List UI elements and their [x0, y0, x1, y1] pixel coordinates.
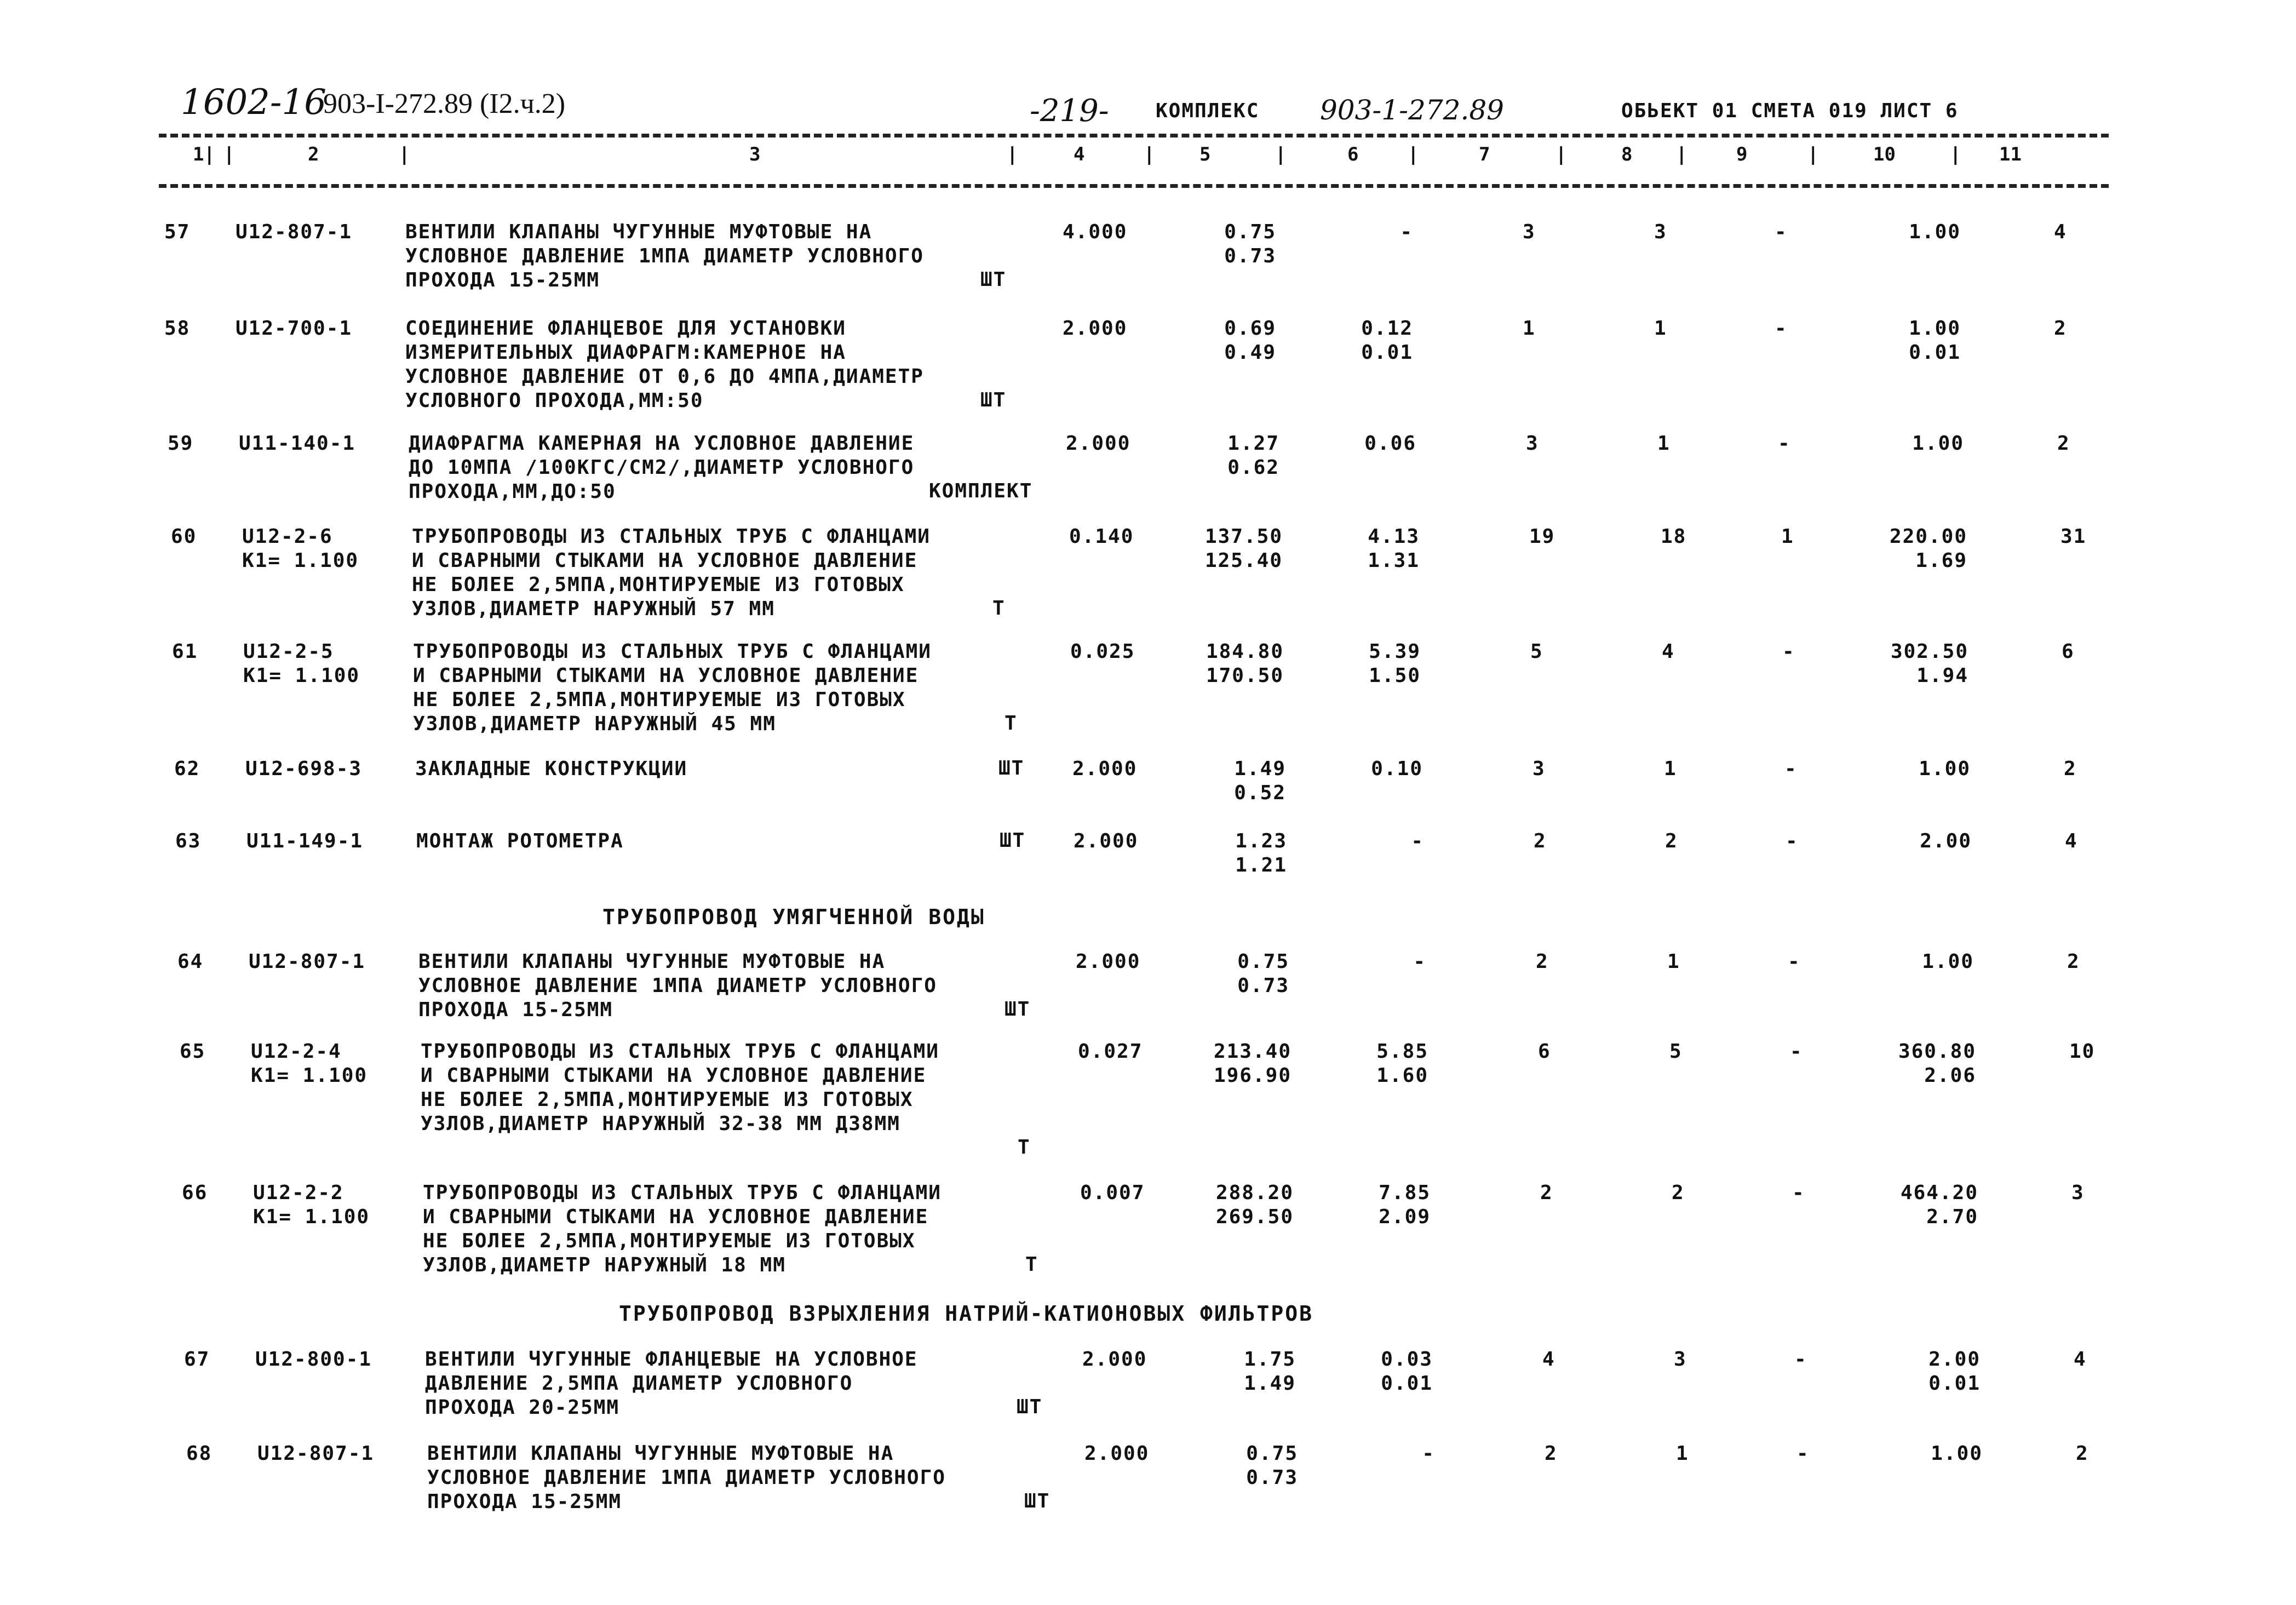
quantity: 2.000	[1072, 758, 1138, 780]
col11-value: 2	[2064, 758, 2077, 780]
estimate-code: U12-698-3	[245, 758, 363, 780]
work-description: МОНТАЖ РОТОМЕТРА	[416, 830, 624, 852]
work-description: ВЕНТИЛИ КЛАПАНЫ ЧУГУННЫЕ МУФТОВЫЕ НА УСЛОВНОЕ ДАВЛЕНИЕ 1МПА ДИАМЕТР УСЛОВНОГО ПРОХОДА 15-25ММ	[427, 1442, 946, 1513]
col5-values: 0.75 0.73	[1237, 950, 1289, 997]
col7-value: 3	[1526, 432, 1539, 455]
quantity: 0.025	[1070, 640, 1135, 663]
complex-code: 903-1-272.89	[1320, 94, 1504, 126]
work-description: ВЕНТИЛИ КЛАПАНЫ ЧУГУННЫЕ МУФТОВЫЕ НА УСЛОВНОЕ ДАВЛЕНИЕ 1МПА ДИАМЕТР УСЛОВНОГО ПРОХОДА 15-25ММ	[405, 221, 924, 291]
col9-value: -	[1788, 950, 1801, 973]
col11-value: 10	[2069, 1040, 2096, 1063]
header-rule-bottom	[159, 184, 2109, 188]
work-description: ДИАФРАГМА КАМЕРНАЯ НА УСЛОВНОЕ ДАВЛЕНИЕ ДО 10МПА /100КГС/СМ2/,ДИАМЕТР УСЛОВНОГО ПРОХОДА,ММ,ДО:50	[409, 432, 915, 503]
col-num-11: 11	[1999, 144, 2022, 165]
col6-values: -	[1422, 1442, 1435, 1465]
unit-of-measure: Т	[992, 597, 1006, 620]
col8-value: 5	[1669, 1040, 1683, 1063]
col8-value: 1	[1657, 432, 1671, 455]
col5-values: 1.49 0.52	[1234, 758, 1286, 804]
col9-value: -	[1782, 640, 1795, 663]
col8-value: 3	[1674, 1348, 1687, 1371]
col7-value: 2	[1545, 1442, 1558, 1465]
col6-values: 0.12 0.01	[1361, 317, 1413, 364]
unit-of-measure: ШТ	[980, 268, 1007, 291]
row-number: 64	[177, 950, 204, 973]
col10-values: 1.00	[1912, 432, 1964, 455]
quantity: 2.000	[1063, 317, 1128, 340]
col10-values: 464.20 2.70	[1900, 1182, 1978, 1228]
col10-values: 1.00	[1909, 221, 1961, 243]
unit-of-measure: ШТ	[980, 389, 1007, 411]
col9-value: -	[1792, 1182, 1805, 1204]
col-num-6: 6	[1347, 144, 1359, 165]
col6-values: 7.85 2.09	[1379, 1182, 1431, 1228]
quantity: 0.007	[1080, 1182, 1145, 1204]
col6-values: -	[1413, 950, 1426, 973]
estimate-code: U12-800-1	[255, 1348, 372, 1371]
quantity: 2.000	[1076, 950, 1141, 973]
col8-value: 18	[1661, 525, 1687, 548]
unit-of-measure: Т	[1025, 1253, 1038, 1276]
col7-value: 2	[1536, 950, 1549, 973]
col8-value: 1	[1664, 758, 1677, 780]
col6-values: 0.10	[1371, 758, 1423, 780]
col9-value: -	[1778, 432, 1791, 455]
col6-values: -	[1400, 221, 1413, 243]
col5-values: 288.20 269.50	[1215, 1182, 1294, 1228]
col11-value: 2	[2076, 1442, 2089, 1465]
col9-value: -	[1786, 830, 1799, 852]
unit-of-measure: ШТ	[998, 757, 1025, 779]
col6-values: -	[1411, 830, 1424, 852]
unit-of-measure: Т	[1018, 1136, 1031, 1159]
quantity: 2.000	[1066, 432, 1131, 455]
col10-values: 360.80 2.06	[1898, 1040, 1976, 1087]
complex-label: КОМПЛЕКС	[1156, 100, 1260, 122]
col10-values: 2.00 0.01	[1928, 1348, 1981, 1395]
estimate-code: U12-807-1	[257, 1442, 375, 1465]
col10-values: 1.00	[1919, 758, 1971, 780]
col9-value: -	[1775, 317, 1788, 340]
col11-value: 4	[2074, 1348, 2087, 1371]
estimate-code: U12-2-5 K1= 1.100	[243, 640, 360, 687]
col10-values: 2.00	[1920, 830, 1972, 852]
col9-value: -	[1775, 221, 1788, 243]
col-num-3: 3	[749, 144, 761, 165]
col7-value: 19	[1529, 525, 1555, 548]
col-num-1: 1	[193, 144, 204, 165]
col11-value: 3	[2071, 1182, 2085, 1204]
col8-value: 2	[1665, 830, 1678, 852]
col8-value: 1	[1676, 1442, 1689, 1465]
estimate-code: U12-2-4 K1= 1.100	[251, 1040, 368, 1087]
unit-of-measure: Т	[1005, 712, 1018, 735]
work-description: ТРУБОПРОВОДЫ ИЗ СТАЛЬНЫХ ТРУБ С ФЛАНЦАМИ И СВАРНЫМИ СТЫКАМИ НА УСЛОВНОЕ ДАВЛЕНИЕ НЕ БОЛЕЕ 2,5МПА,МОНТИРУЕМЫЕ ИЗ ГОТОВЫХ УЗЛОВ,ДИАМЕТР НАРУЖНЫЙ 32-38 ММ Д38ММ	[421, 1040, 939, 1135]
work-description: ВЕНТИЛИ ЧУГУННЫЕ ФЛАНЦЕВЫЕ НА УСЛОВНОЕ ДАВЛЕНИЕ 2,5МПА ДИАМЕТР УСЛОВНОГО ПРОХОДА 20-25ММ	[425, 1348, 918, 1419]
unit-of-measure: ШТ	[1005, 998, 1031, 1021]
row-number: 59	[168, 432, 194, 455]
row-number: 65	[180, 1040, 206, 1063]
col-num-8: 8	[1621, 144, 1633, 165]
col11-value: 2	[2057, 432, 2070, 455]
estimate-code: U12-2-6 K1= 1.100	[242, 525, 359, 572]
estimate-code: U12-700-1	[236, 317, 353, 340]
col9-value: 1	[1781, 525, 1794, 548]
col5-values: 1.27 0.62	[1227, 432, 1279, 479]
row-number: 66	[182, 1182, 208, 1204]
col8-value: 3	[1654, 221, 1667, 243]
col-num-2: 2	[308, 144, 319, 165]
col5-values: 213.40 196.90	[1213, 1040, 1292, 1087]
col6-values: 5.39 1.50	[1369, 640, 1421, 687]
col8-value: 2	[1672, 1182, 1685, 1204]
col7-value: 6	[1538, 1040, 1551, 1063]
quantity: 2.000	[1074, 830, 1139, 852]
row-number: 68	[186, 1442, 213, 1465]
quantity: 4.000	[1063, 221, 1128, 243]
col5-values: 0.69 0.49	[1224, 317, 1276, 364]
row-number: 67	[184, 1348, 210, 1371]
col8-value: 4	[1662, 640, 1675, 663]
section-softened-water: ТРУБОПРОВОД УМЯГЧЕННОЙ ВОДЫ	[602, 905, 985, 929]
col11-value: 2	[2067, 950, 2080, 973]
unit-of-measure: ШТ	[1017, 1396, 1043, 1418]
col5-values: 0.75 0.73	[1246, 1442, 1298, 1489]
row-number: 61	[172, 640, 198, 663]
handwritten-number: 1602-16	[181, 82, 326, 123]
col9-value: -	[1784, 758, 1798, 780]
col5-values: 0.75 0.73	[1224, 221, 1276, 267]
document-code: 903-I-272.89 (I2.ч.2)	[323, 88, 566, 119]
col10-values: 302.50 1.94	[1890, 640, 1968, 687]
work-description: ТРУБОПРОВОДЫ ИЗ СТАЛЬНЫХ ТРУБ С ФЛАНЦАМИ И СВАРНЫМИ СТЫКАМИ НА УСЛОВНОЕ ДАВЛЕНИЕ НЕ БОЛЕЕ 2,5МПА,МОНТИРУЕМЫЕ ИЗ ГОТОВЫХ УЗЛОВ,ДИАМЕТР НАРУЖНЫЙ 18 ММ	[423, 1182, 942, 1276]
estimate-code: U11-149-1	[246, 830, 364, 852]
col10-values: 1.00 0.01	[1909, 317, 1961, 364]
col7-value: 1	[1523, 317, 1536, 340]
work-description: ЗАКЛАДНЫЕ КОНСТРУКЦИИ	[415, 758, 688, 780]
col10-values: 1.00	[1931, 1442, 1983, 1465]
col10-values: 220.00 1.69	[1889, 525, 1967, 572]
col5-values: 1.23 1.21	[1235, 830, 1287, 876]
col11-value: 2	[2054, 317, 2067, 340]
col11-value: 4	[2054, 221, 2067, 243]
col6-values: 4.13 1.31	[1368, 525, 1420, 572]
col5-values: 184.80 170.50	[1206, 640, 1284, 687]
col9-value: -	[1794, 1348, 1807, 1371]
col6-values: 0.03 0.01	[1381, 1348, 1433, 1395]
col5-values: 1.75 1.49	[1244, 1348, 1296, 1395]
unit-of-measure: КОМПЛЕКТ	[929, 480, 1033, 502]
col11-value: 4	[2065, 830, 2078, 852]
work-description: ТРУБОПРОВОДЫ ИЗ СТАЛЬНЫХ ТРУБ С ФЛАНЦАМИ И СВАРНЫМИ СТЫКАМИ НА УСЛОВНОЕ ДАВЛЕНИЕ НЕ БОЛЕЕ 2,5МПА,МОНТИРУЕМЫЕ ИЗ ГОТОВЫХ УЗЛОВ,ДИАМЕТР НАРУЖНЫЙ 57 ММ	[412, 525, 931, 620]
quantity: 2.000	[1084, 1442, 1150, 1465]
work-description: ТРУБОПРОВОДЫ ИЗ СТАЛЬНЫХ ТРУБ С ФЛАНЦАМИ И СВАРНЫМИ СТЫКАМИ НА УСЛОВНОЕ ДАВЛЕНИЕ НЕ БОЛЕЕ 2,5МПА,МОНТИРУЕМЫЕ ИЗ ГОТОВЫХ УЗЛОВ,ДИАМЕТР НАРУЖНЫЙ 45 ММ	[413, 640, 932, 735]
estimate-code: U12-807-1	[249, 950, 366, 973]
row-number: 63	[175, 830, 202, 852]
col6-values: 0.06	[1364, 432, 1416, 455]
col9-value: -	[1796, 1442, 1810, 1465]
estimate-code: U11-140-1	[239, 432, 356, 455]
col5-values: 137.50 125.40	[1204, 525, 1283, 572]
unit-of-measure: ШТ	[1024, 1490, 1051, 1512]
work-description: СОЕДИНЕНИЕ ФЛАНЦЕВОЕ ДЛЯ УСТАНОВКИ ИЗМЕРИТЕЛЬНЫХ ДИАФРАГМ:КАМЕРНОЕ НА УСЛОВНОЕ ДАВЛЕНИЕ ОТ 0,6 ДО 4МПА,ДИАМЕТР УСЛОВНОГО ПРОХОДА,ММ:50	[405, 317, 924, 412]
quantity: 0.140	[1069, 525, 1134, 548]
row-number: 60	[171, 525, 197, 548]
col7-value: 3	[1532, 758, 1546, 780]
section-regeneration: ТРУБОПРОВОД ВЗРЫХЛЕНИЯ НАТРИЙ-КАТИОНОВЫХ ФИЛЬТРОВ	[619, 1302, 1314, 1326]
col-num-4: 4	[1074, 144, 1085, 165]
estimate-code: U12-2-2 K1= 1.100	[253, 1182, 370, 1228]
col-num-9: 9	[1736, 144, 1748, 165]
page-number: -219-	[1030, 93, 1109, 129]
col-num-10: 10	[1873, 144, 1896, 165]
col6-values: 5.85 1.60	[1376, 1040, 1428, 1087]
estimate-code: U12-807-1	[236, 221, 353, 243]
col7-value: 5	[1530, 640, 1543, 663]
col9-value: -	[1790, 1040, 1803, 1063]
header-rule-top	[159, 134, 2109, 137]
col7-value: 2	[1540, 1182, 1553, 1204]
row-number: 57	[164, 221, 191, 243]
col-num-7: 7	[1479, 144, 1490, 165]
col8-value: 1	[1654, 317, 1667, 340]
col-num-5: 5	[1199, 144, 1211, 165]
quantity: 2.000	[1082, 1348, 1147, 1371]
row-number: 58	[164, 317, 191, 340]
col7-value: 3	[1523, 221, 1536, 243]
row-number: 62	[174, 758, 200, 780]
col8-value: 1	[1667, 950, 1680, 973]
col10-values: 1.00	[1922, 950, 1974, 973]
col11-value: 6	[2062, 640, 2075, 663]
unit-of-measure: ШТ	[1000, 829, 1026, 852]
col7-value: 4	[1542, 1348, 1555, 1371]
work-description: ВЕНТИЛИ КЛАПАНЫ ЧУГУННЫЕ МУФТОВЫЕ НА УСЛОВНОЕ ДАВЛЕНИЕ 1МПА ДИАМЕТР УСЛОВНОГО ПРОХОДА 15-25ММ	[418, 950, 937, 1021]
col11-value: 31	[2060, 525, 2087, 548]
quantity: 0.027	[1078, 1040, 1143, 1063]
object-info: ОБЬЕКТ 01 СМЕТА 019 ЛИСТ 6	[1621, 100, 1959, 122]
col7-value: 2	[1534, 830, 1547, 852]
